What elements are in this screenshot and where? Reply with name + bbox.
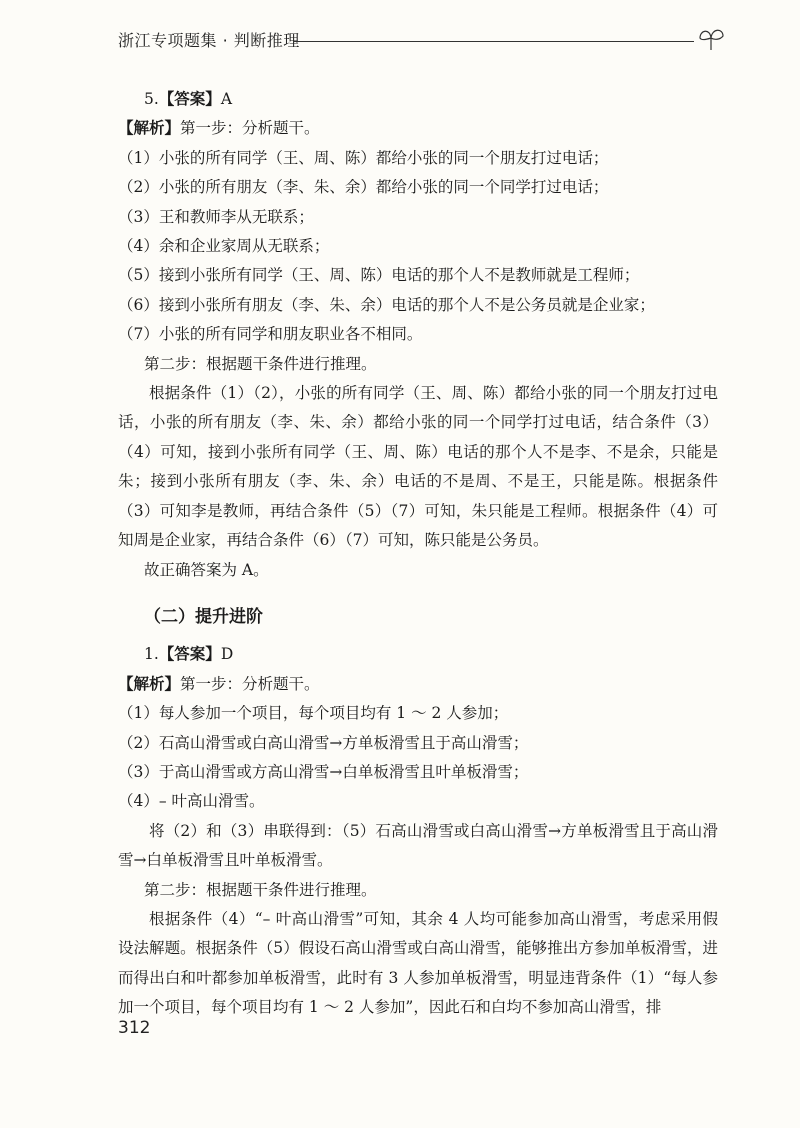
q5-answer-prefix: 5. <box>144 90 159 108</box>
q5-condition-1: （1）小张的所有同学（王、周、陈）都给小张的同一个朋友打过电话； <box>118 148 609 167</box>
q1-answer-value: D <box>220 645 234 664</box>
q5-reasoning: 根据条件（1）（2），小张的所有同学（王、周、陈）都给小张的同一个朋友打过电话，小张的所有朋友（李、朱、余）都给小张的同一个同学打过电话，结合条件（3）（4）可知，接到小张所有同学（王、周、陈）电话的那个人不是李、不是余，只能是朱；接到小张所有朋友（李、朱、余）电话的不是周、不是王，只能是陈。根据条件（3）可知李是教师，再结合条件（5）（7）可知，朱只能是工程师。根据条件（4）可知周是企业家，再结合条件（6）（7）可知，陈只能是公务员。 <box>118 384 718 550</box>
q5-conclusion: 故正确答案为 A。 <box>144 560 269 579</box>
q5-condition-2: （2）小张的所有朋友（李、朱、余）都给小张的同一个同学打过电话； <box>118 178 609 197</box>
q5-condition-4: （4）余和企业家周从无联系； <box>118 237 330 256</box>
page-number: 312 <box>118 1018 151 1038</box>
q1-condition-1: （1）每人参加一个项目，每个项目均有 1 ～ 2 人参加； <box>118 704 509 723</box>
q5-step1: 第一步：分析题干。 <box>180 119 320 138</box>
q1-analysis-label: 【解析】 <box>118 674 181 693</box>
q5-condition-3: （3）王和教师李从无联系； <box>118 207 314 226</box>
q1-condition-4: （4）– 叶高山滑雪。 <box>118 792 265 811</box>
q1-step2: 第二步：根据题干条件进行推理。 <box>144 880 377 899</box>
q1-condition-2: （2）石高山滑雪或白高山滑雪→方单板滑雪且于高山滑雪； <box>118 733 529 752</box>
sprout-icon <box>696 22 726 52</box>
q5-condition-7: （7）小张的所有同学和朋友职业各不相同。 <box>118 325 423 344</box>
q5-analysis-line <box>118 114 718 143</box>
q5-condition-6: （6）接到小张所有朋友（李、朱、余）电话的那个人不是公务员就是企业家； <box>118 295 655 314</box>
page-content <box>118 85 718 1023</box>
q5-condition-5: （5）接到小张所有同学（王、周、陈）电话的那个人不是教师就是工程师； <box>118 266 640 285</box>
q1-step1: 第一步：分析题干。 <box>180 674 320 693</box>
q1-reasoning: 根据条件（4）“– 叶高山滑雪”可知，其余 4 人均可能参加高山滑雪，考虑采用假设法解题。根据条件（5）假设石高山滑雪或白高山滑雪，能够推出方参加单板滑雪，进而得出白和叶都参加单板滑雪，此时有 3 人参加单板滑雪，明显违背条件（1）“每人参加一个项目，每个项目均有 1 ～ 2 人参加”，因此石和白均不参加高山滑雪，排 <box>118 909 718 1017</box>
q1-answer-line <box>118 640 718 669</box>
q1-answer-prefix: 1. <box>144 645 159 664</box>
q1-analysis-line <box>118 670 718 699</box>
header-rule <box>294 41 694 42</box>
running-header <box>118 26 728 56</box>
q5-answer-label: 【答案】 <box>158 90 221 108</box>
header-title: 浙江专项题集 · 判断推理 <box>118 31 300 50</box>
q1-combine: 将（2）和（3）串联得到：（5）石高山滑雪或白高山滑雪→方单板滑雪且于高山滑雪→白单板滑雪且叶单板滑雪。 <box>118 821 718 870</box>
q1-condition-3: （3）于高山滑雪或方高山滑雪→白单板滑雪且叶单板滑雪； <box>118 762 529 781</box>
q5-analysis-label: 【解析】 <box>118 119 181 138</box>
q5-answer-value: A <box>220 90 233 108</box>
q1-answer-label: 【答案】 <box>158 645 221 664</box>
section-heading: （二）提升进阶 <box>144 606 263 627</box>
q5-answer-line <box>118 85 718 114</box>
q5-step2: 第二步：根据题干条件进行推理。 <box>144 354 377 373</box>
